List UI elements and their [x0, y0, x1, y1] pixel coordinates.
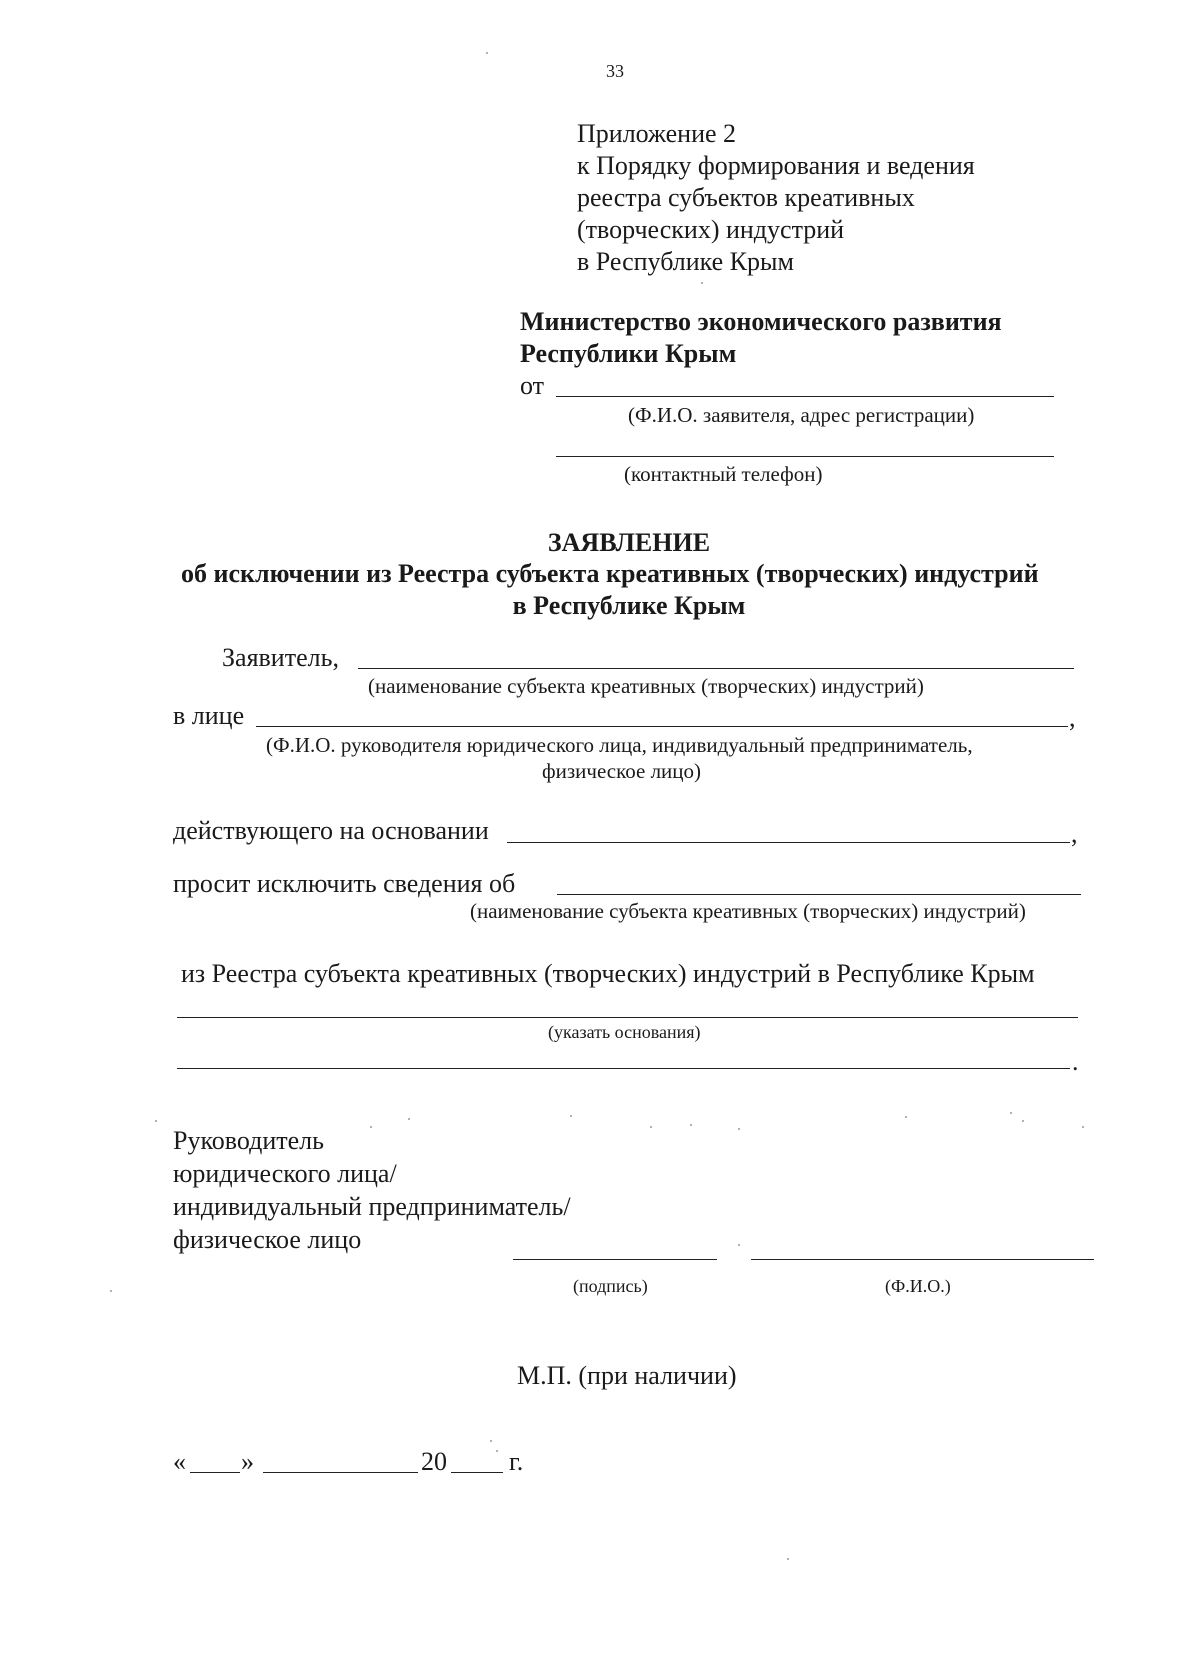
signature-role-block: [173, 1124, 571, 1256]
annex-line-1: Приложение 2: [577, 119, 737, 148]
person-hint-2: физическое лицо): [542, 759, 702, 783]
person-label: в лице: [173, 701, 245, 730]
stamp-label: М.П. (при наличии): [517, 1361, 737, 1390]
from-label: от: [520, 371, 545, 400]
addressee-line-1: Министерство экономического развития: [520, 307, 1002, 336]
request-hint: (наименование субъекта креативных (творческих) индустрий): [470, 899, 1026, 923]
addressee-line-2: Республики Крым: [520, 339, 737, 368]
page-number: 33: [606, 61, 624, 81]
request-line: [557, 894, 1081, 895]
applicant-hint: (наименование субъекта креативных (творческих) индустрий): [368, 674, 924, 698]
request-label: просит исключить сведения об: [173, 869, 516, 898]
date-year-prefix: 20: [421, 1447, 447, 1476]
annex-block: [577, 118, 975, 278]
phone-hint: (контактный телефон): [624, 462, 823, 486]
basis-label: действующего на основании: [173, 816, 489, 845]
scan-speck: [1082, 1126, 1084, 1128]
applicant-label: Заявитель,: [222, 643, 339, 672]
scan-speck: [496, 1450, 498, 1452]
basis-line: [507, 842, 1070, 843]
fio-hint: (Ф.И.О. заявителя, адрес регистрации): [628, 403, 975, 427]
signature-line-2: юридического лица/: [173, 1159, 397, 1188]
grounds-period: .: [1072, 1047, 1079, 1076]
scan-speck: [1022, 1120, 1024, 1122]
person-comma: ,: [1069, 703, 1076, 732]
annex-line-5: в Республике Крым: [577, 247, 794, 276]
signature-fio-hint: (Ф.И.О.): [885, 1276, 951, 1296]
signature-line-3: индивидуальный предприниматель/: [173, 1192, 571, 1221]
date-day-line: [190, 1472, 240, 1473]
scan-speck: [738, 1128, 740, 1130]
scan-speck: [701, 282, 703, 284]
scan-speck: [650, 1126, 652, 1128]
scan-speck: [490, 1440, 492, 1442]
scan-speck: [110, 1290, 112, 1292]
grounds-line-1: [177, 1017, 1078, 1018]
scan-speck: [486, 52, 488, 54]
annex-line-3: реестра субъектов креативных: [577, 183, 915, 212]
date-year-suffix: г.: [509, 1447, 524, 1476]
person-hint-1: (Ф.И.О. руководителя юридического лица, индивидуальный предприниматель,: [266, 733, 973, 757]
person-line: [256, 726, 1068, 727]
annex-line-2: к Порядку формирования и ведения: [577, 151, 975, 180]
scan-speck: [905, 1116, 907, 1118]
signature-line-1: Руководитель: [173, 1126, 324, 1155]
annex-line-4: (творческих) индустрий: [577, 215, 845, 244]
scan-speck: [738, 1244, 740, 1246]
scan-speck: [408, 1118, 410, 1120]
date-close-quote: »: [241, 1447, 254, 1476]
basis-comma: ,: [1071, 819, 1078, 848]
document-subtitle-1: об исключении из Реестра субъекта креативных (творческих) индустрий: [181, 559, 1039, 588]
grounds-line-2: [177, 1068, 1070, 1069]
applicant-line: [358, 668, 1074, 669]
sign-line: [513, 1259, 717, 1260]
scan-speck: [1010, 1112, 1012, 1114]
scan-speck: [155, 1120, 157, 1122]
scan-speck: [690, 1124, 692, 1126]
from-fio-line: [556, 396, 1054, 397]
scan-speck: [787, 1558, 789, 1560]
date-open-quote: «: [173, 1447, 186, 1476]
scan-speck: [570, 1115, 572, 1117]
registry-line: из Реестра субъекта креативных (творческих) индустрий в Республике Крым: [181, 959, 1035, 988]
document-title: ЗАЯВЛЕНИЕ: [547, 528, 711, 557]
date-month-line: [263, 1472, 418, 1473]
fio-line: [751, 1259, 1094, 1260]
grounds-hint: (указать основания): [548, 1022, 701, 1042]
document-subtitle-2: в Республике Крым: [512, 591, 746, 620]
sign-hint: (подпись): [573, 1276, 648, 1296]
date-year-line: [451, 1472, 503, 1473]
signature-line-4: физическое лицо: [173, 1225, 362, 1254]
phone-line: [556, 456, 1054, 457]
scan-speck: [370, 1126, 372, 1128]
